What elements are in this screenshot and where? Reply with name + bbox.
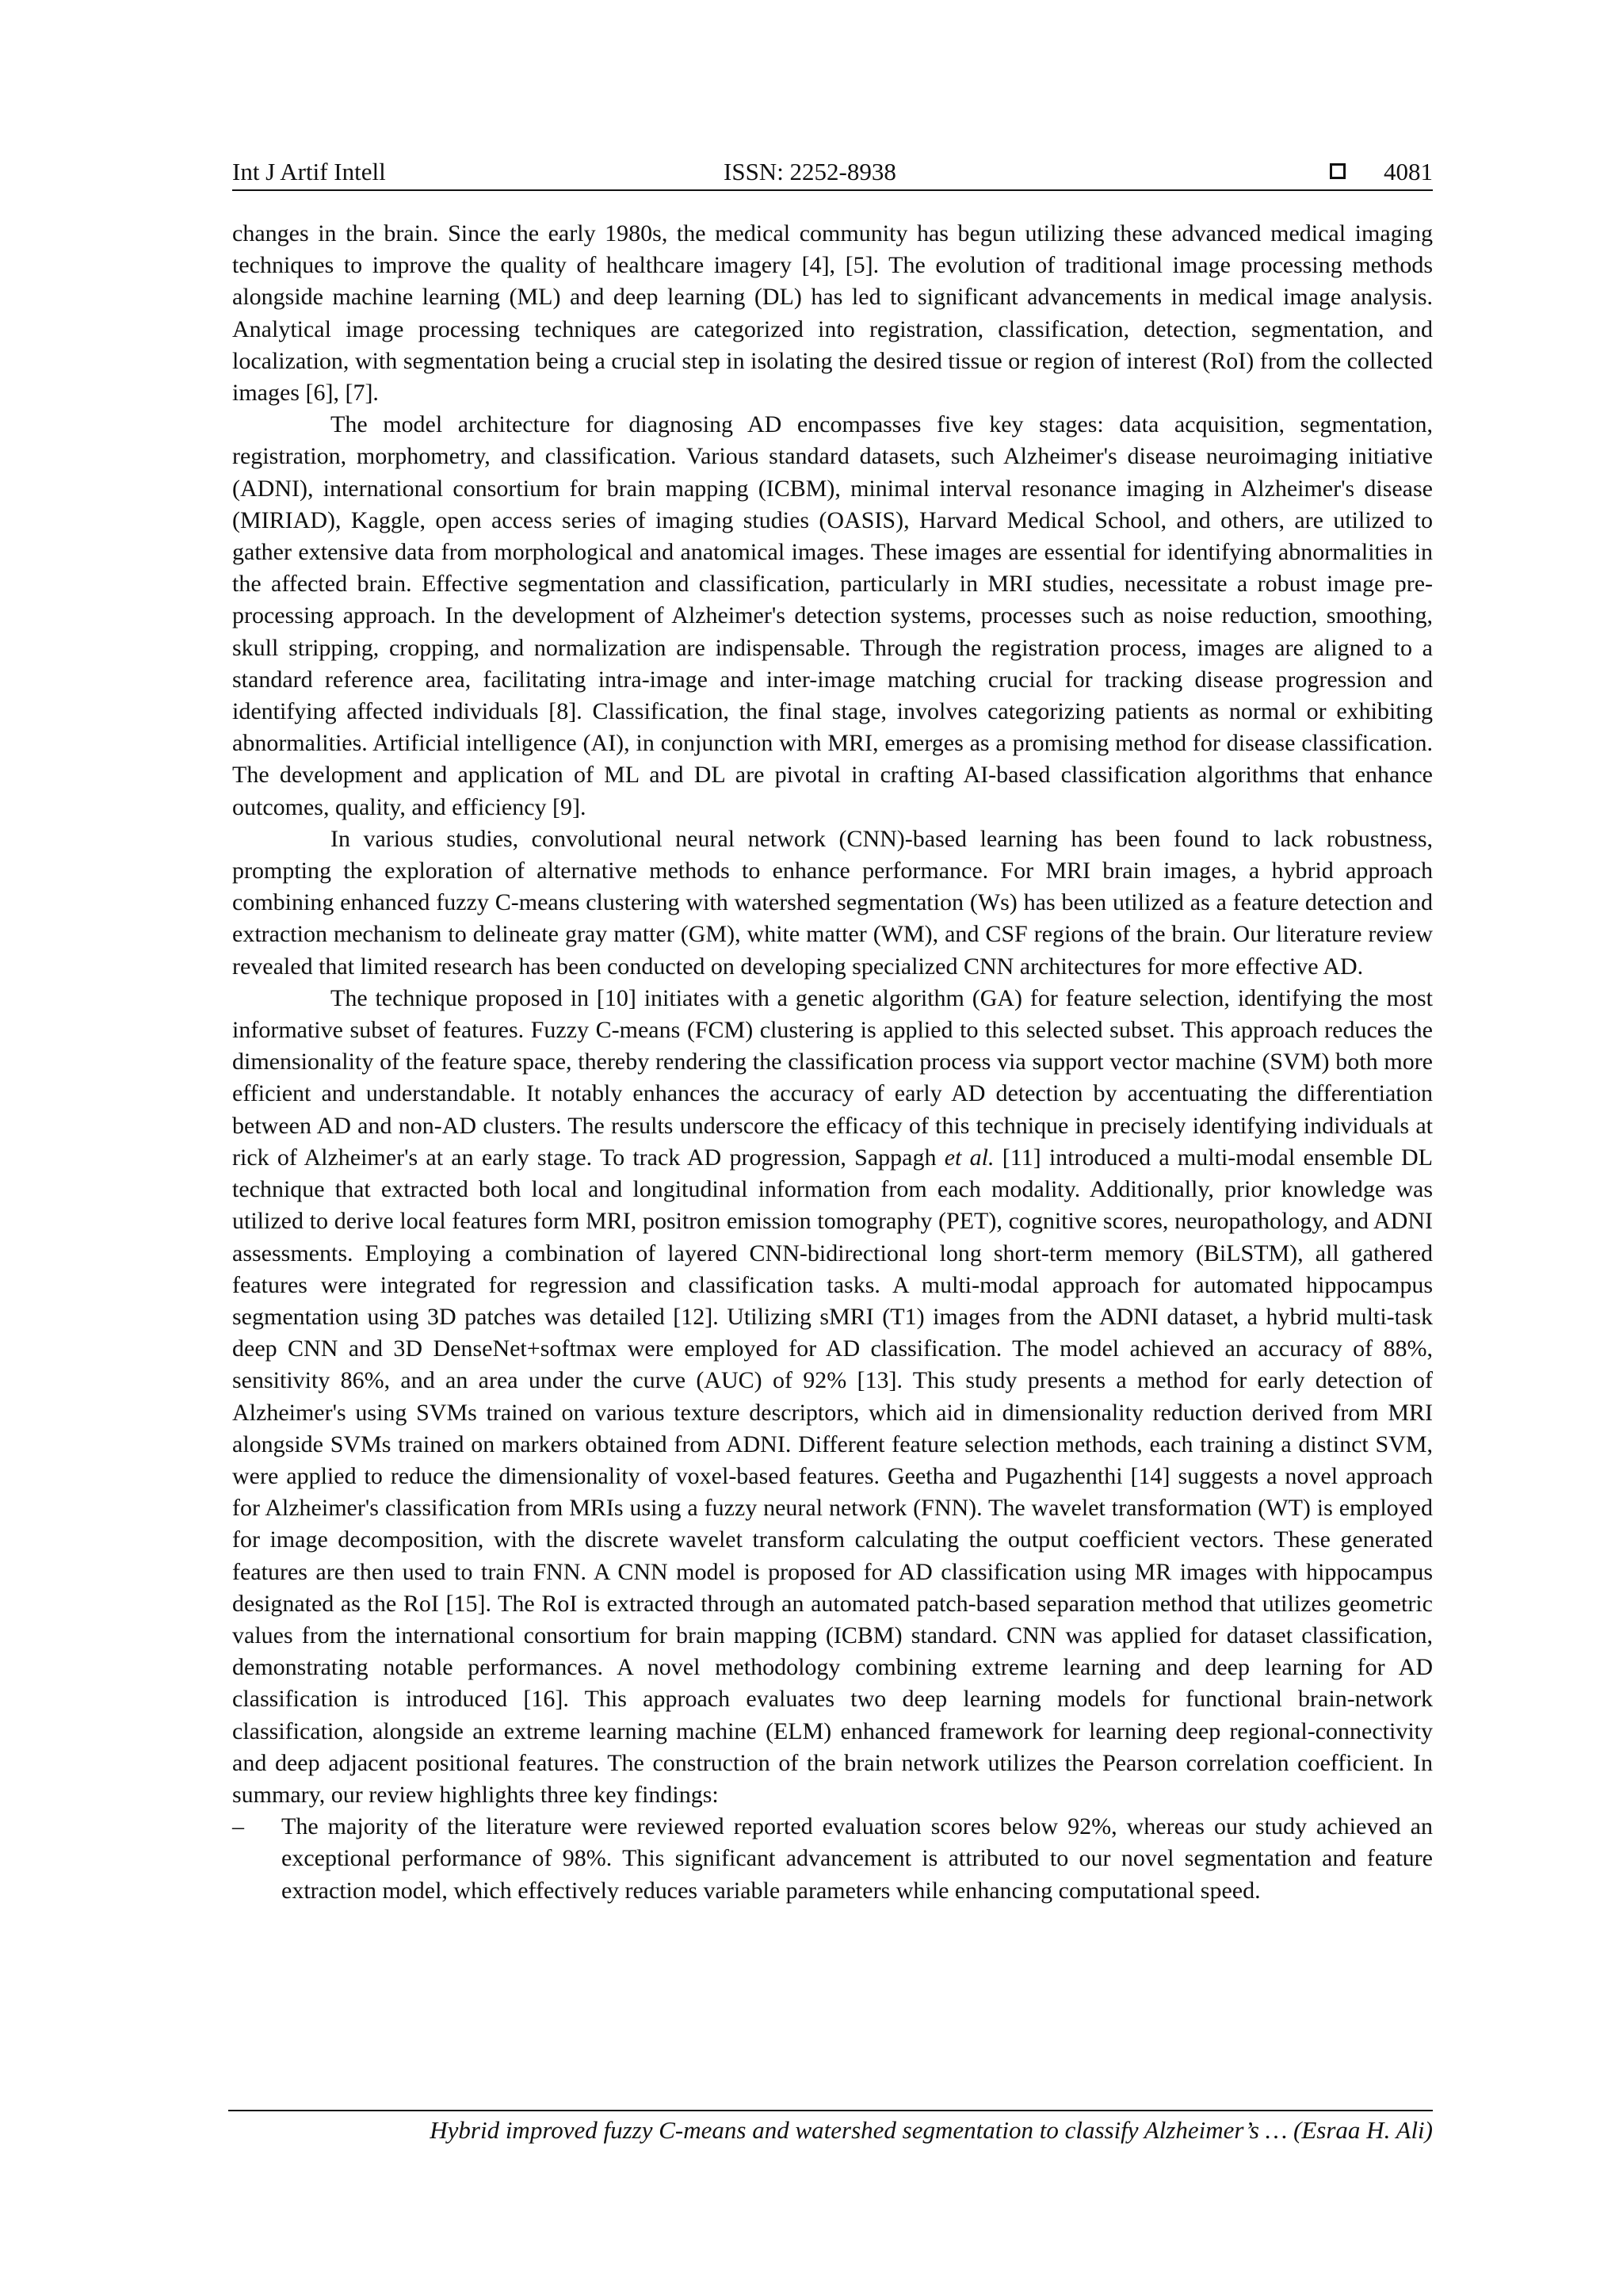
paragraph-4-part-b: [11] introduced a multi-modal ensemble DL technique that extracted both local and longitudinal information from each modality. Additionally, prior knowledge was utilized to derive local features form MRI, positron emission tomography (PET), cognitive scores, neuropathology, and ADNI assessments. Employing a combination of layered CNN-bidirectional long short-term memory (BiLSTM), all gathered features were integrated for regression and classification tasks. A multi-modal approach for automated hippocampus segmentation using 3D patches was detailed [12]. Utilizing sMRI (T1) images from the ADNI dataset, a hybrid multi-task deep CNN and 3D DenseNet+softmax were employed for AD classification. The model achieved an accuracy of 88%, sensitivity 86%, and an area under the curve (AUC) of 92% [13]. This study presents a method for early detection of Alzheimer's using SVMs trained on various texture descriptors, which aid in dimensionality reduction derived from MRI alongside SVMs trained on markers obtained from ADNI. Different feature selection methods, each training a distinct SVM, were applied to reduce the dimensionality of voxel-based features. Geetha and Pugazhenthi [14] suggests a novel approach for Alzheimer's classification from MRIs using a fuzzy neural network (FNN). The wavelet transformation (WT) is employed for image decomposition, with the discrete wavelet transform calculating the output coefficient vectors. These generated features are then used to train FNN. A CNN model is proposed for AD classification using MR images with hippocampus designated as the RoI [15]. The RoI is extracted through an automated patch-based separation method that utilizes geometric values from the international consortium for brain mapping (ICBM) standard. CNN was applied for dataset classification, demonstrating notable performances. A novel methodology combining extreme learning and deep learning for AD classification is introduced [16]. This approach evaluates two deep learning models for functional brain-network classification, alongside an extreme learning machine (ELM) enhanced framework for learning deep regional-connectivity and deep adjacent positional features. The construction of the brain network utilizes the Pearson correlation coefficient. In summary, our review highlights three key findings:: [232, 1144, 1433, 1808]
journal-name: Int J Artif Intell: [232, 158, 386, 185]
page-box-icon: [1330, 163, 1346, 179]
issn: ISSN: 2252-8938: [724, 158, 896, 185]
paragraph-4-part-a: The technique proposed in [10] initiates with a genetic algorithm (GA) for feature selection, identifying the most informative subset of features. Fuzzy C-means (FCM) clustering is applied to this selected subset. This approach reduces the dimensionality of the feature space, thereby rendering the classification process via support vector machine (SVM) both more efficient and understandable. It notably enhances the accuracy of early AD detection by accentuating the differentiation between AD and non-AD clusters. The results underscore the efficacy of this technique in precisely identifying individuals at rick of Alzheimer's at an early stage. To track AD progression, Sappagh: [232, 984, 1433, 1171]
page-header: [232, 155, 1433, 191]
running-title: Hybrid improved fuzzy C-means and watershed segmentation to classify Alzheimer’s … (Esraa H. Ali): [430, 2116, 1433, 2144]
et-al: et al.: [944, 1144, 995, 1171]
paragraph-2: The model architecture for diagnosing AD encompasses five key stages: data acquisition, segmentation, registration, morphometry, and classification. Various standard datasets, such Alzheimer's disease neuroimaging initiative (ADNI), international consortium for brain mapping (ICBM), minimal interval resonance imaging in Alzheimer's disease (MIRIAD), Kaggle, open access series of imaging studies (OASIS), Harvard Medical School, and others, are utilized to gather extensive data from morphological and anatomical images. These images are essential for identifying abnormalities in the affected brain. Effective segmentation and classification, particularly in MRI studies, necessitate a robust image pre-processing approach. In the development of Alzheimer's detection systems, processes such as noise reduction, smoothing, skull stripping, cropping, and normalization are indispensable. Through the registration process, images are aligned to a standard reference area, facilitating intra-image and inter-image matching crucial for tracking disease progression and identifying affected individuals [8]. Classification, the final stage, involves categorizing patients as normal or exhibiting abnormalities. Artificial intelligence (AI), in conjunction with MRI, emerges as a promising method for disease classification. The development and application of ML and DL are pivotal in crafting AI-based classification algorithms that enhance outcomes, quality, and efficiency [9].: [232, 411, 1433, 820]
running-footer: [228, 2110, 1433, 2148]
bullet-dash: –: [232, 1813, 244, 1840]
bullet-text: The majority of the literature were reviewed reported evaluation scores below 92%, whereas our study achieved an exceptional performance of 98%. This significant advancement is attributed to our novel segmentation and feature extraction model, which effectively reduces variable parameters while enhancing computational speed.: [281, 1813, 1433, 1904]
paragraph-4: [232, 983, 1433, 1811]
paragraph-1: changes in the brain. Since the early 1980s, the medical community has begun utilizing these advanced medical imaging techniques to improve the quality of healthcare imagery [4], [5]. The evolution of traditional image processing methods alongside machine learning (ML) and deep learning (DL) has led to significant advancements in medical image analysis. Analytical image processing techniques are categorized into registration, classification, detection, segmentation, and localization, with segmentation being a crucial step in isolating the desired tissue or region of interest (RoI) from the collected images [6], [7].: [232, 220, 1433, 407]
page-number: 4081: [1384, 158, 1433, 185]
paragraph-3: In various studies, convolutional neural network (CNN)-based learning has been found to lack robustness, prompting the exploration of alternative methods to enhance performance. For MRI brain images, a hybrid approach combining enhanced fuzzy C-means clustering with watershed segmentation (Ws) has been utilized as a feature detection and extraction mechanism to delineate gray matter (GM), white matter (WM), and CSF regions of the brain. Our literature review revealed that limited research has been conducted on developing specialized CNN architectures for more effective AD.: [232, 825, 1433, 980]
list-item: [232, 1811, 1433, 1907]
body-text: [232, 218, 1433, 1907]
